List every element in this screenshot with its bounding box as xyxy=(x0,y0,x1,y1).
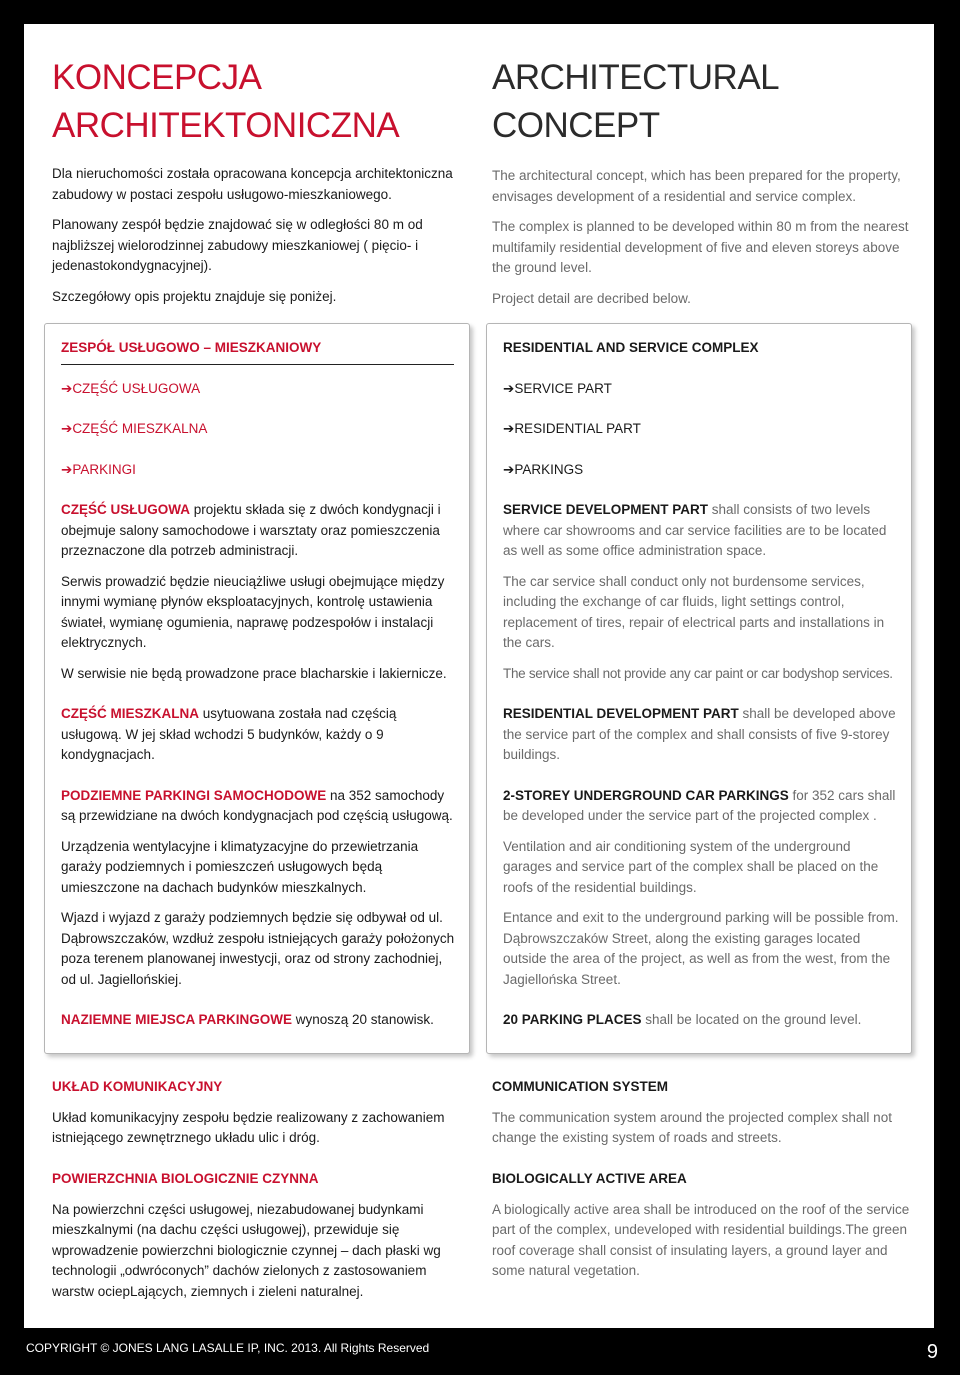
right-arrow-icon: ➔ xyxy=(61,461,73,477)
service-paragraph: The service shall not provide any car paint or car bodyshop services. xyxy=(503,665,893,681)
section-heading: RESIDENTIAL DEVELOPMENT PART xyxy=(503,706,739,721)
service-paragraph: SERVICE DEVELOPMENT PART shall consists of two levels where car showrooms and car service facilities are to be located as well as some office administration space. xyxy=(503,502,887,558)
communication-paragraph: Układ komunikacyjny zespołu będzie realizowany z zachowaniem istniejącego zewnętrznego układu ulic i dróg. xyxy=(52,1109,445,1145)
intro-paragraph: Planowany zespół będzie znajdować się w odległości 80 m od najbliższej wielorodzinnej zabudowy mieszkaniowej ( pięcio- i jedenastokondygnacyjnej). xyxy=(52,217,423,273)
communication-english xyxy=(492,1077,912,1149)
section-heading: CZĘŚĆ USŁUGOWA xyxy=(61,502,191,517)
section-heading: BIOLOGICALLY ACTIVE AREA xyxy=(492,1171,687,1186)
intro-paragraph: The architectural concept, which has been prepared for the property, envisages development of a residential and service complex. xyxy=(492,168,901,204)
complex-box-english xyxy=(486,323,912,1054)
right-arrow-icon: ➔ xyxy=(503,461,515,477)
intro-paragraph: Project detail are decribed below. xyxy=(492,290,691,306)
bio-paragraph: Na powierzchni części usługowej, niezabudowanej budynkami mieszkalnymi (na dachu części usługowej), przewiduje się wprowadzenie powierzchni biologicznie czynnej – dach płaski wg technologii „odwróconych” dachów zielonych z zastosowaniem warstw ociepLających, ziemnych i zieleni naturalnej. xyxy=(52,1201,441,1299)
section-heading: 2-STOREY UNDERGROUND CAR PARKINGS xyxy=(503,787,789,803)
list-item: ➔CZĘŚĆ MIESZKALNA xyxy=(61,421,208,436)
biologically-active-english xyxy=(492,1169,912,1282)
section-heading: 20 PARKING PLACES xyxy=(503,1012,642,1027)
title-polish: KONCEPCJA ARCHITEKTONICZNA xyxy=(52,58,400,145)
intro-paragraph: The complex is planned to be developed within 80 m from the nearest multifamily residential development of five and eleven storeys above the ground level. xyxy=(492,219,909,275)
list-item: ➔PARKINGS xyxy=(503,461,584,477)
divider xyxy=(61,364,454,365)
intro-english xyxy=(492,166,912,309)
bio-paragraph: A biologically active area shall be introduced on the roof of the service part of the complex, undeveloped with residential buildings.The green roof coverage shall consist of insulating layers, a ground layer and some natural vegetation. xyxy=(492,1201,910,1278)
section-heading: PODZIEMNE PARKINGI SAMOCHODOWE xyxy=(61,787,327,803)
right-arrow-icon: ➔ xyxy=(61,421,73,436)
right-arrow-icon: ➔ xyxy=(61,380,73,396)
service-paragraph: W serwisie nie będą prowadzone prace blacharskie i lakiernicze. xyxy=(61,665,447,681)
communication-paragraph: The communication system around the projected complex shall not change the existing system of roads and streets. xyxy=(492,1109,892,1145)
service-paragraph: CZĘŚĆ USŁUGOWA projektu składa się z dwóch kondygnacji i obejmuje salony samochodowe i warsztaty oraz pomieszczenia przeznaczone dla potrzeb administracji. xyxy=(61,502,441,558)
parking-paragraph: 2-STOREY UNDERGROUND CAR PARKINGS for 352 cars shall be developed under the service part of the projected complex . xyxy=(503,787,896,823)
intro-polish xyxy=(52,164,472,307)
residential-paragraph: RESIDENTIAL DEVELOPMENT PART shall be developed above the service part of the complex and shall consists of five 9-storey buildings. xyxy=(503,706,896,762)
communication-polish xyxy=(52,1077,472,1149)
service-paragraph: Serwis prowadzić będzie nieuciążliwe usługi obejmujące między innymi wymianę płynów eksploatacyjnych, kontrolę ustawienia świateł, wymianę ogumienia, naprawę podzespołów i instalacji elektrycznych. xyxy=(61,573,445,650)
title-english: ARCHITECTURAL CONCEPT xyxy=(492,58,778,145)
parking-paragraph: Wjazd i wyjazd z garaży podziemnych będzie się odbywał od ul. Dąbrowszczaków, wzdłuż zespołu istniejących garaży położonych poza terenem planowanej inwestycji, oraz od strony zachodniej, od ul. Jagiellońskiej. xyxy=(61,910,455,987)
list-item: ➔PARKINGI xyxy=(61,461,136,477)
section-heading: COMMUNICATION SYSTEM xyxy=(492,1079,668,1094)
parking-paragraph: Ventilation and air conditioning system of the underground garages and service part of the complex shall be placed on the roofs of the residential buildings. xyxy=(503,838,879,895)
right-arrow-icon: ➔ xyxy=(503,421,515,436)
ground-parking-paragraph: 20 PARKING PLACES shall be located on the ground level. xyxy=(503,1012,862,1027)
footer xyxy=(0,1330,960,1375)
intro-paragraph: Szczegółowy opis projektu znajduje się poniżej. xyxy=(52,288,337,304)
right-arrow-icon: ➔ xyxy=(503,380,515,396)
copyright-text: COPYRIGHT © JONES LANG LASALLE IP, INC. 2013. All Rights Reserved xyxy=(26,1341,430,1355)
page xyxy=(24,24,934,1328)
residential-paragraph: CZĘŚĆ MIESZKALNA usytuowana została nad częścią usługową. W jej skład wchodzi 5 budynków, każdy o 9 kondygnacjach. xyxy=(61,706,397,762)
section-heading: UKŁAD KOMUNIKACYJNY xyxy=(52,1079,223,1094)
section-heading: NAZIEMNE MIEJSCA PARKINGOWE xyxy=(61,1012,293,1027)
box-title: RESIDENTIAL AND SERVICE COMPLEX xyxy=(503,340,759,355)
box-title: ZESPÓŁ USŁUGOWO – MIESZKANIOWY xyxy=(61,340,322,355)
ground-parking-paragraph: NAZIEMNE MIEJSCA PARKINGOWE wynoszą 20 stanowisk. xyxy=(61,1012,434,1027)
section-heading: SERVICE DEVELOPMENT PART xyxy=(503,502,709,517)
list-item: ➔CZĘŚĆ USŁUGOWA xyxy=(61,380,201,396)
service-paragraph: The car service shall conduct only not burdensome services, including the exchange of car fluids, light settings control, replacement of tires, repair of electrical parts and installations in the cars. xyxy=(503,573,885,650)
list-item: ➔SERVICE PART xyxy=(503,380,612,396)
section-heading: POWIERZCHNIA BIOLOGICZNIE CZYNNA xyxy=(52,1171,319,1186)
complex-box-polish xyxy=(44,323,470,1054)
parking-paragraph: PODZIEMNE PARKINGI SAMOCHODOWE na 352 samochody są przewidziane na dwóch kondygnacjach pod częścią usługową. xyxy=(61,787,453,823)
section-heading: CZĘŚĆ MIESZKALNA xyxy=(61,706,199,721)
intro-paragraph: Dla nieruchomości została opracowana koncepcja architektoniczna zabudowy w postaci zespołu usługowo-mieszkaniowego. xyxy=(52,166,453,202)
page-number: 9 xyxy=(926,1341,938,1363)
parking-paragraph: Entance and exit to the underground parking will be possible from. Dąbrowszczaków Street, along the existing garages located outside the area of the project, as well as from the west, from the Jagiellońska Street. xyxy=(503,910,899,987)
parking-paragraph: Urządzenia wentylacyjne i klimatyzacyjne do przewietrzania garaży podziemnych i pomieszczeń usługowych będą umieszczone na dachach budynków mieszkalnych. xyxy=(61,838,419,895)
list-item: ➔RESIDENTIAL PART xyxy=(503,421,641,436)
biologically-active-polish xyxy=(52,1169,472,1302)
